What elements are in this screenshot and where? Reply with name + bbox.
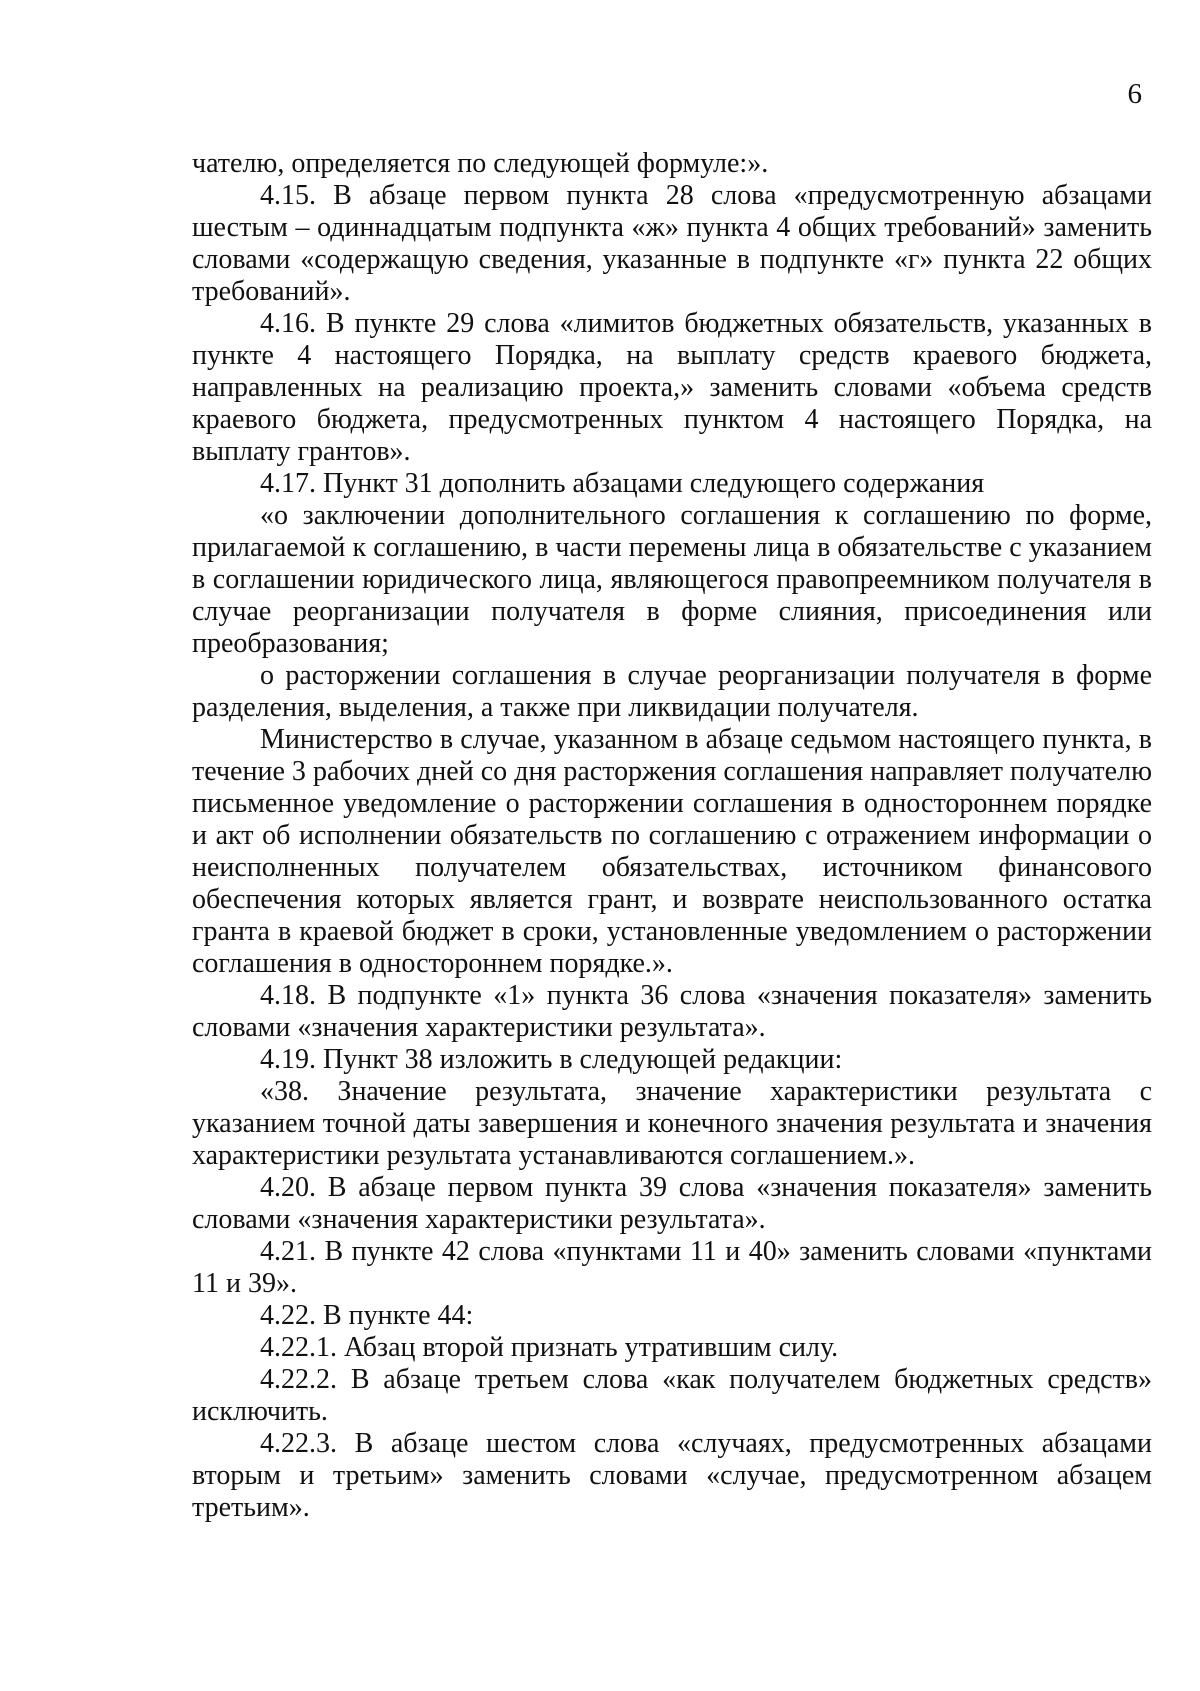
paragraph-continuation: чателю, определяется по следующей формуле:». (192, 148, 769, 179)
page-number: 6 (1127, 78, 1142, 110)
paragraph-4-19: 4.19. Пункт 38 изложить в следующей редакции: (260, 1044, 843, 1075)
paragraph-4-18: 4.18. В подпункте «1» пункта 36 слова «значения показателя» заменить словами «значения характеристики результата». (192, 980, 1152, 1043)
paragraph-4-17-quote-3: Министерство в случае, указанном в абзаце седьмом настоящего пункта, в течение 3 рабочих дней со дня расторжения соглашения направляет получателю письменное уведомление о расторжении соглашения в одностороннем порядке и акт об исполнении обязательств по соглашению с отражением информации о неисполненных получателем обязательствах, источником финансового обеспечения которых является грант, и возврате неиспользованного остатка гранта в краевой бюджет в сроки, установленные уведомлением о расторжении соглашения в одностороннем порядке.». (192, 724, 1152, 979)
paragraph-4-19-quote: «38. Значение результата, значение характеристики результата с указанием точной даты завершения и конечного значения результата и значения характеристики результата устанавливаются соглашением.». (192, 1076, 1152, 1171)
paragraph-4-16: 4.16. В пункте 29 слова «лимитов бюджетных обязательств, указанных в пункте 4 настоящего Порядка, на выплату средств краевого бюджета, направленных на реализацию проекта,» заменить словами «объема средств краевого бюджета, предусмотренных пунктом 4 настоящего Порядка, на выплату грантов». (192, 308, 1152, 467)
paragraph-4-17-quote-2: о расторжении соглашения в случае реорганизации получателя в форме разделения, выделения, а также при ликвидации получателя. (192, 660, 1152, 723)
paragraph-4-22-1: 4.22.1. Абзац второй признать утратившим силу. (260, 1332, 839, 1363)
paragraph-4-17: 4.17. Пункт 31 дополнить абзацами следующего содержания (260, 468, 985, 499)
paragraph-4-20: 4.20. В абзаце первом пункта 39 слова «значения показателя» заменить словами «значения характеристики результата». (192, 1172, 1152, 1235)
paragraph-4-17-quote-1: «о заключении дополнительного соглашения к соглашению по форме, прилагаемой к соглашению, в части перемены лица в обязательстве с указанием в соглашении юридического лица, являющегося правопреемником получателя в случае реорганизации получателя в форме слияния, присоединения или преобразования; (192, 500, 1152, 659)
paragraph-4-21: 4.21. В пункте 42 слова «пунктами 11 и 40» заменить словами «пунктами 11 и 39». (192, 1236, 1152, 1299)
paragraph-4-15: 4.15. В абзаце первом пункта 28 слова «предусмотренную абзацами шестым – одиннадцатым подпункта «ж» пункта 4 общих требований» заменить словами «содержащую сведения, указанные в подпункте «г» пункта 22 общих требований». (192, 180, 1152, 307)
paragraph-4-22: 4.22. В пункте 44: (260, 1300, 474, 1331)
paragraph-4-22-3: 4.22.3. В абзаце шестом слова «случаях, предусмотренных абзацами вторым и третьим» заменить словами «случае, предусмотренном абзацем третьим». (192, 1428, 1152, 1523)
paragraph-4-22-2: 4.22.2. В абзаце третьем слова «как получателем бюджетных средств» исключить. (192, 1364, 1152, 1427)
document-body (192, 148, 1152, 1524)
